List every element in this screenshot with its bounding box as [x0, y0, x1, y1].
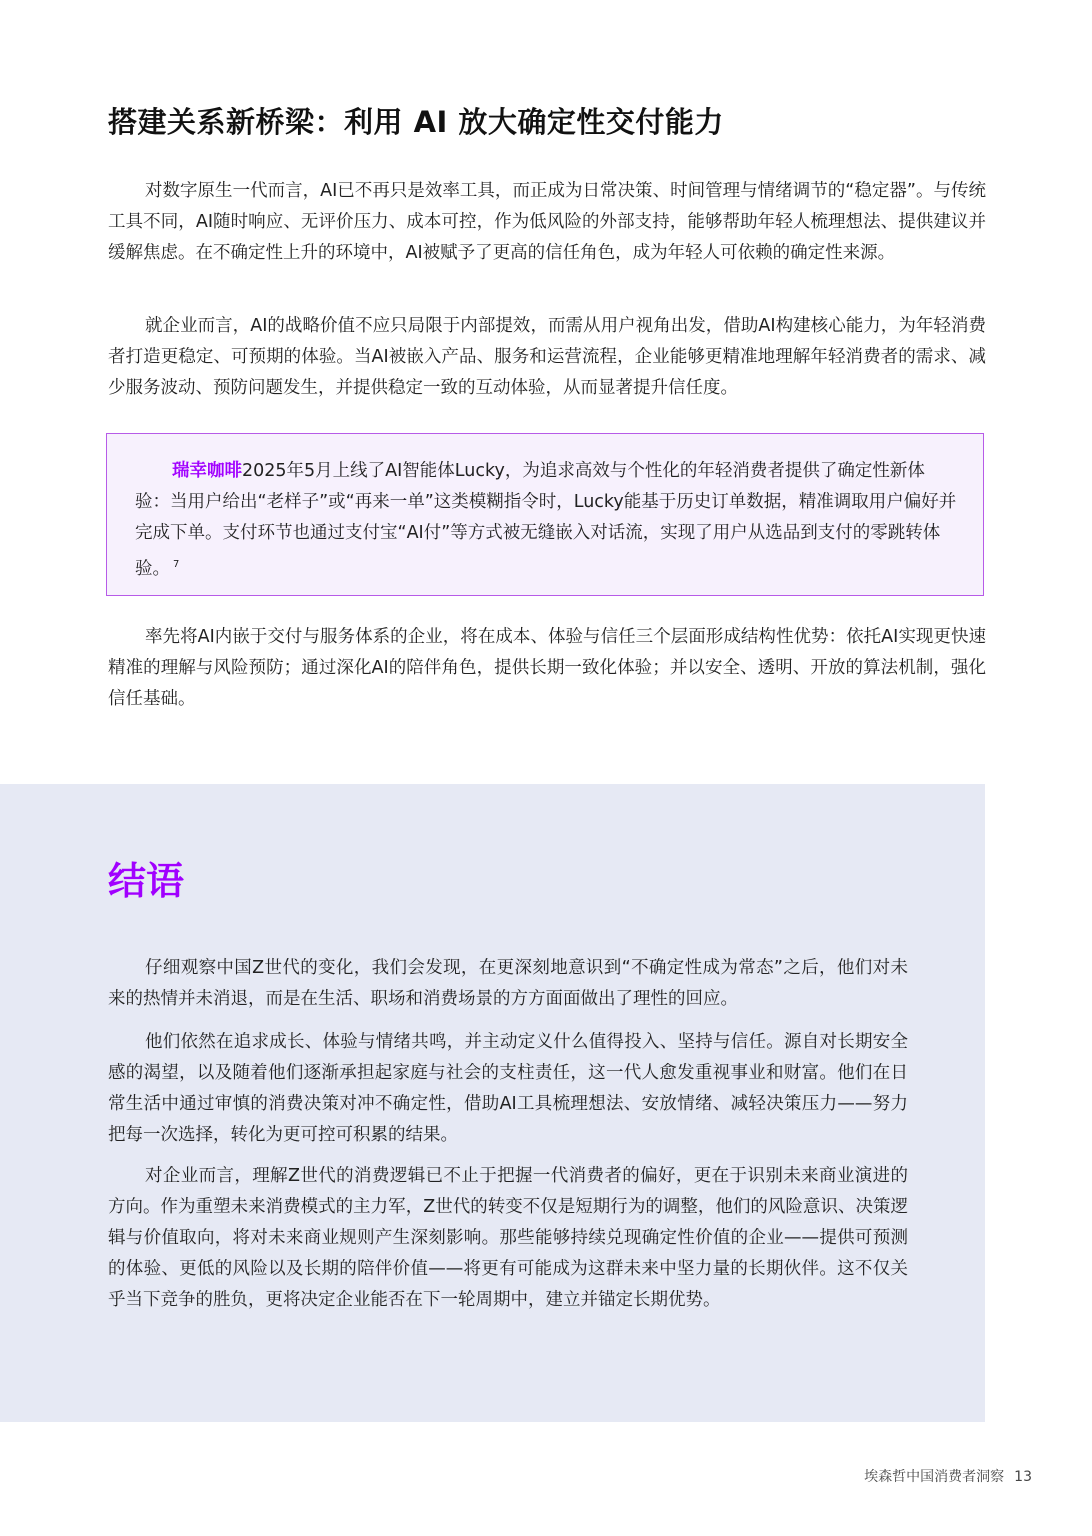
- body-paragraph: 率先将AI内嵌于交付与服务体系的企业，将在成本、体验与信任三个层面形成结构性优势：依托AI实现更快速精准的理解与风险预防；通过深化AI的陪伴角色，提供长期一致化体验；并以安全、透明、开放的算法机制，强化信任基础。: [108, 627, 986, 709]
- conclusion-paragraph: 仔细观察中国Z世代的变化，我们会发现，在更深刻地意识到“不确定性成为常态”之后，他们对未来的热情并未消退，而是在生活、职场和消费场景的方方面面做出了理性的回应。: [108, 958, 908, 1009]
- callout-brand: 瑞幸咖啡: [172, 461, 242, 481]
- callout-text: [135, 456, 957, 585]
- page-number: 13: [1014, 1469, 1032, 1485]
- conclusion-section: [0, 784, 985, 1422]
- page-footer: [864, 1466, 1032, 1486]
- footnote-marker: 7: [173, 559, 180, 570]
- conclusion-paragraph: 对企业而言，理解Z世代的消费逻辑已不止于把握一代消费者的偏好，更在于识别未来商业演进的方向。作为重塑未来消费模式的主力军，Z世代的转变不仅是短期行为的调整，他们的风险意识、决策逻辑与价值取向，将对未来商业规则产生深刻影响。那些能够持续兑现确定性价值的企业——提供可预测的体验、更低的风险以及长期的陪伴价值——将更有可能成为这群未来中坚力量的长期伙伴。这不仅关乎当下竞争的胜负，更将决定企业能否在下一轮周期中，建立并锚定长期优势。: [108, 1166, 908, 1310]
- callout-body: 2025年5月上线了AI智能体Lucky，为追求高效与个性化的年轻消费者提供了确定性新体验：当用户给出“老样子”或“再来一单”这类模糊指令时，Lucky能基于历史订单数据，精准调取用户偏好并完成下单。支付环节也通过支付宝“AI付”等方式被无缝嵌入对话流，实现了用户从选品到支付的零跳转体验。: [135, 461, 957, 579]
- footer-publication: 埃森哲中国消费者洞察: [864, 1469, 1005, 1485]
- conclusion-paragraph: 他们依然在追求成长、体验与情绪共鸣，并主动定义什么值得投入、坚持与信任。源自对长期安全感的渴望，以及随着他们逐渐承担起家庭与社会的支柱责任，这一代人愈发重视事业和财富。他们在日常生活中通过审慎的消费决策对冲不确定性，借助AI工具梳理想法、安放情绪、减轻决策压力——努力把每一次选择，转化为更可控可积累的结果。: [108, 1032, 908, 1145]
- body-paragraph: 对数字原生一代而言，AI已不再只是效率工具，而正成为日常决策、时间管理与情绪调节的“稳定器”。与传统工具不同，AI随时响应、无评价压力、成本可控，作为低风险的外部支持，能够帮助年轻人梳理想法、提供建议并缓解焦虑。在不确定性上升的环境中，AI被赋予了更高的信任角色，成为年轻人可依赖的确定性来源。: [108, 181, 986, 263]
- case-study-callout: [106, 433, 984, 596]
- conclusion-title: 结语: [108, 859, 185, 903]
- body-paragraph: 就企业而言，AI的战略价值不应只局限于内部提效，而需从用户视角出发，借助AI构建核心能力，为年轻消费者打造更稳定、可预期的体验。当AI被嵌入产品、服务和运营流程，企业能够更精准地理解年轻消费者的需求、减少服务波动、预防问题发生，并提供稳定一致的互动体验，从而显著提升信任度。: [108, 316, 986, 398]
- section-title: 搭建关系新桥梁：利用 AI 放大确定性交付能力: [108, 105, 724, 139]
